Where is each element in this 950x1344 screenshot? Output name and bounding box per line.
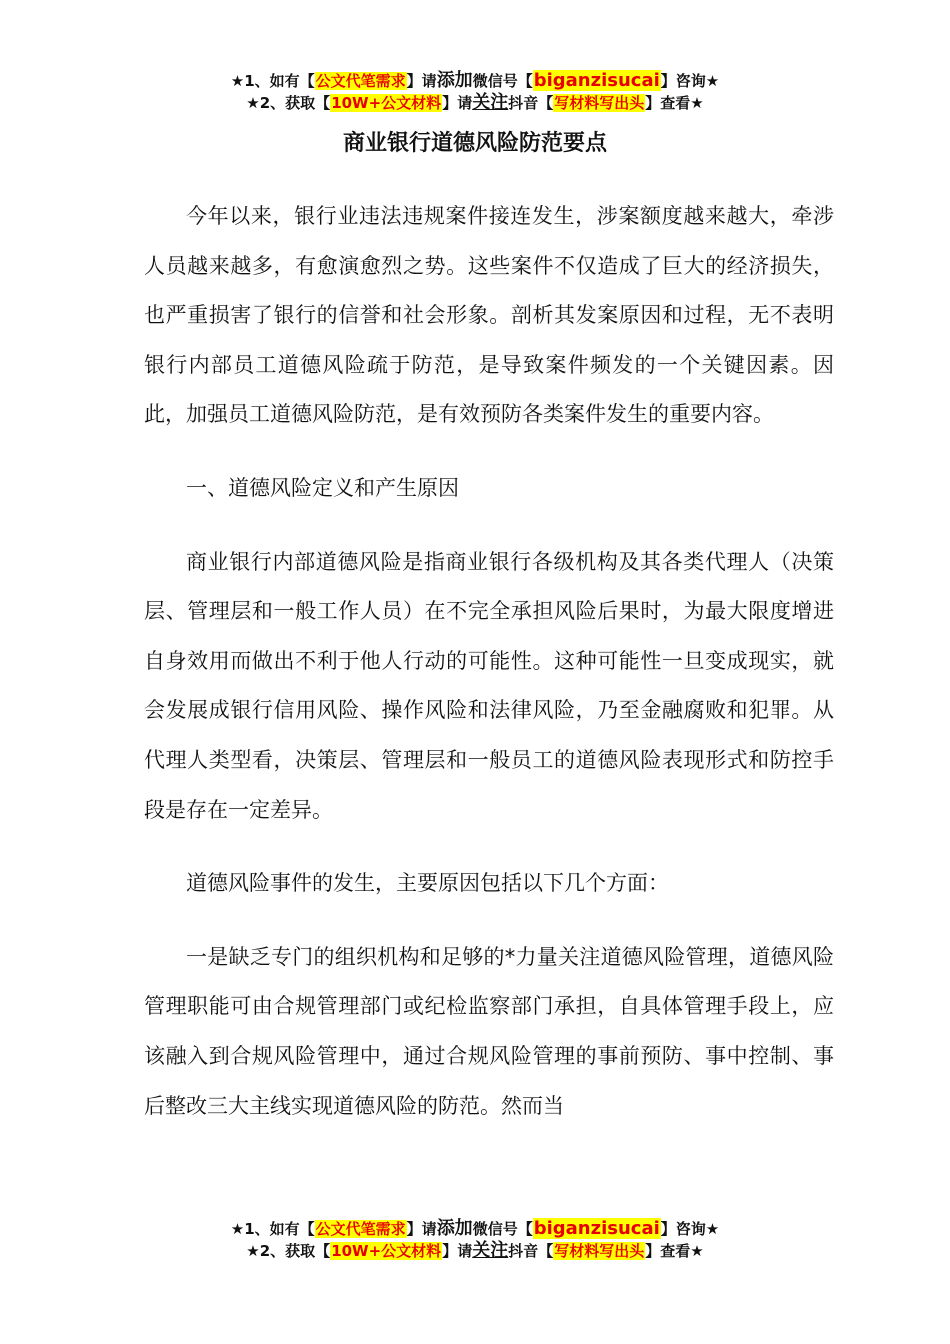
banner-text: ★2、获取【: [246, 1242, 331, 1260]
banner-wechat-id: biganzisucai: [533, 1218, 660, 1239]
banner-wechat-id: biganzisucai: [533, 70, 660, 91]
banner-line-1: [0, 70, 950, 92]
banner-text: 抖音【: [508, 1242, 554, 1260]
paragraph: 一是缺乏专门的组织机构和足够的*力量关注道德风险管理，道德风险管理职能可由合规管理部门或纪检监察部门承担，自具体管理手段上，应该融入到合规风险管理中，通过合规风险管理的事前预防、事中控制、事后整改三大主线实现道德风险的防范。然而当: [144, 944, 834, 1118]
paragraph: 今年以来，银行业违法违规案件接连发生，涉案额度越来越大，牵涉人员越来越多，有愈演愈烈之势。这些案件不仅造成了巨大的经济损失，也严重损害了银行的信誉和社会形象。剖析其发案原因和过程，无不表明银行内部员工道德风险疏于防范，是导致案件频发的一个关键因素。因此，加强员工道德风险防范，是有效预防各类案件发生的重要内容。: [144, 204, 834, 427]
document-body: [144, 192, 834, 1155]
banner-text: 】请: [442, 1242, 473, 1260]
banner-text: ★2、获取【: [246, 94, 331, 112]
banner-text: ★1、如有【: [230, 1220, 315, 1238]
section-heading: 一、道德风险定义和产生原因: [186, 475, 459, 500]
banner-text: 微信号【: [472, 1220, 533, 1238]
banner-text: 抖音【: [508, 94, 554, 112]
banner-text: ★1、如有【: [230, 72, 315, 90]
banner-emphasis: 关注: [472, 92, 509, 113]
banner-text: 】查看★: [645, 1242, 704, 1260]
banner-highlight: 10W+公文材料: [331, 1242, 442, 1260]
header-banner: [0, 70, 950, 114]
banner-text: 】咨询★: [660, 72, 720, 90]
footer-banner: [0, 1218, 950, 1262]
banner-emphasis: 关注: [472, 1240, 509, 1261]
banner-text: 】请: [406, 1220, 437, 1238]
banner-douyin-id: 写材料写出头: [554, 1242, 645, 1260]
banner-text: 微信号【: [472, 72, 533, 90]
banner-highlight: 10W+公文材料: [331, 94, 442, 112]
banner-line-2: [0, 1240, 950, 1262]
document-title: 商业银行道德风险防范要点: [342, 131, 607, 156]
paragraph: 商业银行内部道德风险是指商业银行各级机构及其各类代理人（决策层、管理层和一般工作人员）在不完全承担风险后果时，为最大限度增进自身效用而做出不利于他人行动的可能性。这种可能性一旦变成现实，就会发展成银行信用风险、操作风险和法律风险，乃至金融腐败和犯罪。从代理人类型看，决策层、管理层和一般员工的道德风险表现形式和防控手段是存在一定差异。: [144, 549, 834, 822]
banner-emphasis: 添加: [436, 70, 473, 91]
banner-text: 】咨询★: [660, 1220, 720, 1238]
banner-text: 】请: [442, 94, 473, 112]
banner-highlight: 公文代笔需求: [315, 72, 406, 90]
banner-line-2: [0, 92, 950, 114]
banner-text: 】请: [406, 72, 437, 90]
banner-douyin-id: 写材料写出头: [554, 94, 645, 112]
banner-emphasis: 添加: [436, 1218, 473, 1239]
banner-text: 】查看★: [645, 94, 704, 112]
banner-line-1: [0, 1218, 950, 1240]
paragraph: 道德风险事件的发生，主要原因包括以下几个方面：: [186, 871, 669, 896]
banner-highlight: 公文代笔需求: [315, 1220, 406, 1238]
